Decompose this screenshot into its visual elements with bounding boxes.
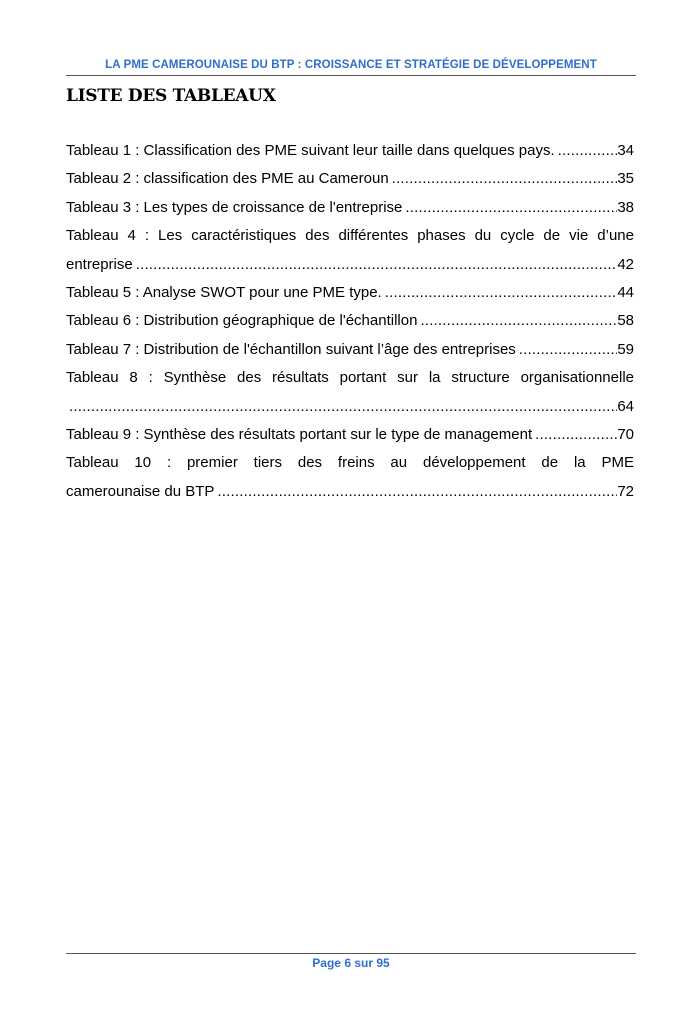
toc-entry-page: 44	[617, 284, 634, 302]
table-list	[66, 137, 634, 506]
toc-entry-page: 42	[617, 255, 634, 273]
toc-entry-tableau-10[interactable]	[66, 449, 634, 506]
toc-entry-text-line1: Tableau 8 : Synthèse des résultats portant sur la structure organisationnelle	[66, 369, 634, 387]
dot-leader	[555, 137, 618, 165]
dot-leader	[133, 251, 618, 279]
toc-entry-page: 70	[617, 426, 634, 444]
toc-entry-text: Tableau 2 : classification des PME au Cameroun	[66, 170, 389, 188]
toc-entry-tableau-2[interactable]	[66, 165, 634, 193]
toc-entry-page: 35	[617, 170, 634, 188]
dot-leader	[516, 336, 618, 364]
dot-leader	[417, 307, 617, 335]
running-header: LA PME CAMEROUNAISE DU BTP : CROISSANCE ET STRATÉGIE DE DÉVELOPPEMENT	[105, 59, 597, 71]
toc-entry-text: Tableau 7 : Distribution de l'échantillon suivant l’âge des entreprises	[66, 340, 516, 358]
toc-entry-page: 72	[617, 482, 634, 500]
toc-entry-tableau-6[interactable]	[66, 307, 634, 335]
toc-entry-text: Tableau 3 : Les types de croissance de l'entreprise	[66, 198, 403, 216]
dot-leader	[532, 421, 617, 449]
toc-entry-text: Tableau 5 : Analyse SWOT pour une PME type.	[66, 284, 382, 302]
toc-entry-tableau-3[interactable]	[66, 194, 634, 222]
toc-entry-text: Tableau 6 : Distribution géographique de l'échantillon	[66, 312, 418, 330]
toc-entry-text: Tableau 9 : Synthèse des résultats portant sur le type de management	[66, 426, 533, 444]
dot-leader	[402, 194, 617, 222]
toc-entry-text-line1: Tableau 10 : premier tiers des freins au développement de la PME	[66, 454, 634, 472]
toc-entry-page: 59	[617, 340, 634, 358]
dot-leader	[389, 165, 618, 193]
toc-entry-text: Tableau 1 : Classification des PME suivant leur taille dans quelques pays.	[66, 142, 555, 159]
toc-entry-text: entreprise	[66, 255, 133, 273]
toc-entry-tableau-7[interactable]	[66, 336, 634, 364]
page-number: Page 6 sur 95	[312, 956, 390, 970]
header-divider	[66, 75, 636, 76]
toc-entry-text: camerounaise du BTP	[66, 482, 215, 500]
toc-entry-page: 38	[617, 198, 634, 216]
page-title: LISTE DES TABLEAUX	[66, 86, 276, 106]
toc-entry-tableau-5[interactable]	[66, 279, 634, 307]
toc-entry-tableau-9[interactable]	[66, 421, 634, 449]
toc-entry-tableau-4[interactable]	[66, 222, 634, 279]
dot-leader	[66, 393, 617, 421]
toc-entry-text-line1: Tableau 4 : Les caractéristiques des différentes phases du cycle de vie d’une	[66, 227, 634, 245]
toc-entry-page: 58	[617, 312, 634, 330]
toc-entry-tableau-8[interactable]	[66, 364, 634, 421]
footer-divider	[66, 953, 636, 954]
toc-entry-page: 64	[617, 397, 634, 415]
toc-entry-tableau-1[interactable]	[66, 137, 634, 165]
dot-leader	[382, 279, 618, 307]
toc-entry-page: 34	[617, 142, 634, 159]
dot-leader	[214, 478, 617, 506]
